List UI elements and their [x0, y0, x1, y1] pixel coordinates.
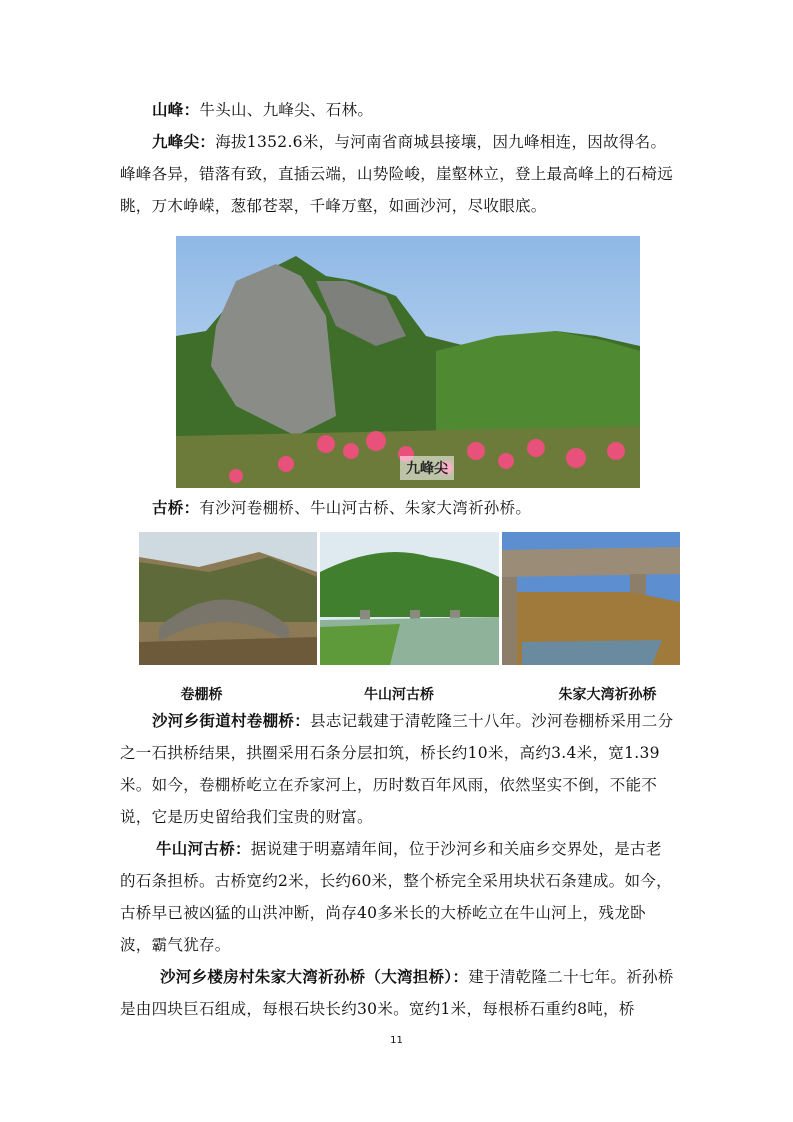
niushanhe-paragraph [120, 833, 676, 961]
bridges-text: 有沙河卷棚桥、牛山河古桥、朱家大湾祈孙桥。 [199, 499, 532, 517]
peaks-text: 牛头山、九峰尖、石林。 [199, 101, 374, 119]
juanpeng-text: 县志记载建于清乾隆三十八年。沙河卷棚桥采用二分之一石拱桥结果，拱圈采用石条分层扣筑，桥长约10米，高约3.4米，宽1.39米。如今，卷棚桥屹立在乔家河上，历时数百年风雨，依然坚实不倒，不能不说，它是历史留给我们宝贵的财富。 [120, 712, 674, 826]
peaks-label: 山峰： [152, 101, 200, 119]
qisun-paragraph [120, 961, 676, 1025]
juanpeng-caption: 卷棚桥 [180, 687, 223, 703]
qisun-caption: 朱家大湾祈孙桥 [558, 687, 657, 703]
bridges-paragraph [152, 492, 672, 524]
juanpeng-bridge-photo [139, 532, 317, 665]
niushanhe-text: 据说建于明嘉靖年间，位于沙河乡和关庙乡交界处，是古老的石条担桥。古桥宽约2米，长约60米，整个桥完全采用块状石条建成。如今，古桥早已被凶猛的山洪冲断，尚存40多米长的大桥屹立在牛山河上，残龙卧波，霸气犹存。 [120, 840, 672, 954]
page-number: 11 [390, 1035, 403, 1046]
niushanhe-bridge-photo [320, 532, 499, 665]
qisun-bridge-photo [502, 532, 680, 665]
jiufengjian-photo [176, 236, 640, 488]
jiufengjian-photo-label: 九峰尖 [400, 456, 454, 480]
peaks-paragraph [152, 94, 672, 126]
bridges-label: 古桥： [152, 499, 200, 517]
jiufengjian-label: 九峰尖： [152, 133, 216, 151]
niushanhe-label: 牛山河古桥： [156, 840, 251, 858]
qisun-label: 沙河乡楼房村朱家大湾祈孙桥（大湾担桥）： [160, 968, 469, 986]
juanpeng-paragraph [120, 705, 676, 833]
qisun-text: 建于清乾隆二十七年。祈孙桥是由四块巨石组成，每根石块长约30米。宽约1米，每根桥石重约8吨，桥 [120, 968, 674, 1018]
jiufengjian-paragraph [120, 126, 676, 222]
juanpeng-label: 沙河乡街道村卷棚桥： [152, 712, 311, 730]
jiufengjian-text: 海拔1352.6米，与河南省商城县接壤，因九峰相连，因故得名。峰峰各异，错落有致，直插云端，山势险峻，崖壑林立，登上最高峰上的石椅远眺，万木峥嵘，葱郁苍翠，千峰万壑，如画沙河，尽收眼底。 [120, 133, 674, 215]
niushanhe-caption: 牛山河古桥 [364, 687, 434, 703]
